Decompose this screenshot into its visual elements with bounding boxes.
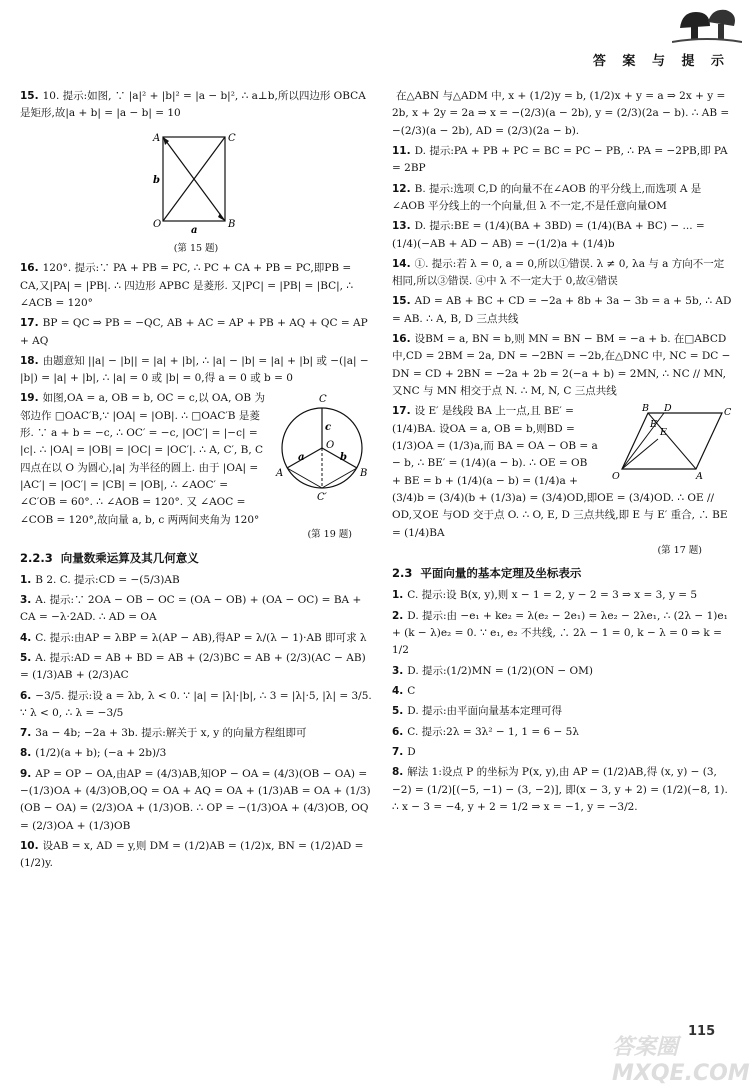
fig19-label-O: O	[326, 440, 335, 452]
watermark-logo: 答案圈 MXQE.COM	[612, 1035, 750, 1086]
answer-item: 1. B 2. C. 提示:CD = −(5/3)AB	[20, 573, 180, 586]
right-column	[392, 88, 732, 819]
answer-item: 13. D. 提示:BE = (1/4)(BA + 3BD) = (1/4)(BA + BC) − ... = (1/4)(−AB + AD − AB) = −(1/2)a + (1/4)b	[392, 220, 705, 250]
fig15-label-B: B	[228, 218, 236, 230]
answer-item: 12. B. 提示:选项 C,D 的向量不在∠AOB 的平分线上,而选项 A 是∠AOB 平分线上的一个向量,但 λ 不一定,不是任意向量OM	[392, 182, 702, 212]
answer-item: 8. (1/2)(a + b); (−a + 2b)/3	[20, 747, 167, 760]
answer-item: 10. 设AB = x, AD = y,则 DM = (1/2)AB = (1/2)x, BN = (1/2)AD = (1/2)y.	[20, 840, 364, 870]
answer-item: 15. 10. 提示:如图, ∵ |a|² + |b|² = |a − b|², ∴ a⊥b,所以四边形 OBCA 是矩形,故|a + b| = |a − b| = 10	[20, 90, 366, 120]
answer-item: 11. D. 提示:PA + PB + PC = BC = PC − PB, ∴ PA = −2PB,即 PA = 2BP	[392, 144, 728, 175]
answer-item: 9. AP = OP − OA,由AP = (4/3)AB,知OP − OA = (4/3)(OB − OA) = −(1/3)OA + (4/3)OB,OQ = OA + AQ = OA + (1/3)AB = OA + (1/3)(OB − OA) = (2/3)OA + (1/3)OB. ∴ OP = −(1/3)OA + (4/3)OB, OQ = (2/3)OA + (1/3)OB	[20, 767, 371, 832]
page-header-title: 答 案 与 提 示	[592, 54, 730, 69]
answer-item: 7. D	[392, 745, 416, 758]
section-heading-2-2-3: 2.2.3 向量数乘运算及其几何意义	[20, 550, 199, 565]
answer-item: 7. 3a − 4b; −2a + 3b. 提示:解关于 x, y 的向量方程组即可	[20, 727, 307, 740]
page-number: 115	[688, 1024, 716, 1039]
answer-item: 5. D. 提示:由平面向量基本定理可得	[392, 705, 563, 718]
figure-19-caption: (第 19 题)	[307, 528, 352, 540]
fig17-label-O: O	[612, 471, 620, 483]
fig17-label-E: E	[660, 427, 667, 439]
answer-item: C c O a b A B C′ 19. 如图,OA = a, OB = b, OC = c,以 OA, OB 为邻边作 □OAC′B,∵ |OA| = |OB|. ∴ □OAC′B 是菱形. ∵ a + b = −c, ∴ OC′ = −c, |OC′| = |−c| = |c|. ∴ |OA| = |OB| = |OC| = |OC′|. ∴ A, C′, B, C 四点在以 O 为圆心,|a| 为半径的圆上. 由于 |OA| = |AC′| = |OC′| = |CB| = |OB|, ∴ ∠AOC′ = ∠C′OB = 60°. ∴ ∠AOB = 120°. 又 ∠AOC = ∠COB = 120°,故向量 a, b, c 两两间夹角为 120° (第 19 题)	[20, 390, 372, 542]
fig19-label-C: C	[319, 394, 327, 406]
answer-item: 1. C. 提示:设 B(x, y),则 x − 1 = 2, y − 2 = 3 ⇒ x = 3, y = 5	[392, 589, 698, 602]
fig17-label-A: A	[696, 471, 703, 483]
answer-item: 2. D. 提示:由 −e₁ + ke₂ = λ(e₂ − 2e₁) = λe₂ − 2λe₁, ∴ (2λ − 1)e₁ + (k − λ)e₂ = 0. ∵ e₁, e₂ 不共线, ∴ 2λ − 1 = 0, k − λ = 0 ⇒ k = 1/2	[392, 609, 728, 657]
fig15-label-b: b	[153, 174, 160, 186]
answer-item: 在△ABN 与△ADM 中, x + (1/2)y = b, (1/2)x + y = a ⇒ 2x + y = 2b, x + 2y = 2a ⇒ x = −(2/3)(a − 2b), y = (2/3)(2a − b). ∴ AB = −(2/3)(a − 2b), AD = (2/3)(2a − b).	[392, 90, 730, 137]
answer-item: 4. C	[392, 685, 416, 698]
answer-item: 16. 120°. 提示:∵ PA + PB = PC, ∴ PC + CA + PB = PC,即PB = CA,又|PA| = |PB|. ∴ 四边形 APBC 是菱形. 又|PC| = |PB| = |BC|, ∴ ∠ACB = 120°	[20, 262, 354, 309]
answer-item: 17. BP = QC ⇒ PB = −QC, AB + AC = AP + PB + AQ + QC = AP + AQ	[20, 317, 368, 347]
answer-item: 18. 由题意知 ||a| − |b|| = |a| + |b|, ∴ |a| − |b| = |a| + |b| 或 −(|a| − |b|) = |a| + |b|, ∴ |a| = 0 或 |b| = 0,得 a = 0 或 b = 0	[20, 354, 369, 385]
fig15-label-A: A	[153, 132, 161, 144]
fig17-label-D: D	[664, 403, 672, 415]
fig15-label-O: O	[153, 218, 162, 230]
fig17-label-Eprime: E′	[650, 419, 660, 431]
fig19-label-Cprime: C′	[317, 492, 327, 504]
fig19-label-B: B	[360, 468, 368, 480]
fig19-label-b: b	[340, 452, 347, 464]
figure-17-caption: (第 17 题)	[657, 544, 702, 556]
answer-item: 16. 设BM = a, BN = b,则 MN = BN − BM = −a + b. 在□ABCD 中,CD = 2BM = 2a, DN = −2BN = −2b,在△DNC 中, NC = DC − DN = CD + 2BN = −2a + 2b = 2(−a + b) = 2MN, ∴ NC // MN,又NC 与 MN 相交于点 N. ∴ M, N, C 三点共线	[392, 333, 731, 397]
answer-item: B D C E E′ O A 17. 设 E′ 是线段 BA 上一点,且 BE′ = (1/4)BA. 设OA = a, OB = b,则BD = (1/3)OA = (1/3)a,而 BA = OA − OB = a − b, ∴ BE′ = (1/4)(a − b). ∴ OE = OB + BE = b + (1/4)(a − b) = (1/4)a + (3/4)b = (3/4)(b + (1/3)a) = (3/4)OD,即OE = (3/4)OD. ∴ OE // OD,又OE 与OD 交于点 O. ∴ O, E, D 三点共线,即 E 与 E′ 重合, ∴ BE = (1/4)BA	[392, 403, 732, 539]
figure-15-caption: (第 15 题)	[173, 242, 219, 254]
section-heading-2-3: 2.3 平面向量的基本定理及坐标表示	[392, 566, 582, 581]
answer-item: 6. −3/5. 提示:设 a = λb, λ < 0. ∵ |a| = |λ|·|b|, ∴ 3 = |λ|·5, |λ| = 3/5. ∵ λ < 0, ∴ λ = −3/5	[20, 689, 372, 719]
fig17-label-B: B	[642, 403, 649, 415]
fig15-label-C: C	[228, 132, 236, 144]
fig17-label-C: C	[724, 407, 732, 419]
answer-item: 3. A. 提示:∵ 2OA − OB − OC = (OA − OB) + (OA − OC) = BA + CA = −λ·2AD. ∴ AD = OA	[20, 593, 362, 624]
answer-item: 15. AD = AB + BC + CD = −2a + 8b + 3a − 3b = a + 5b, ∴ AD = AB. ∴ A, B, D 三点共线	[392, 295, 732, 325]
figure-19-circle	[272, 390, 372, 508]
fig19-label-a: a	[298, 452, 305, 464]
answer-item: 8. 解法 1:设点 P 的坐标为 P(x, y),由 AP = (1/2)AB,得 (x, y) − (3, −2) = (1/2)[(−5, −1) − (3, −2)], 即(x − 3, y + 2) = (1/2)(−8, 1). ∴ x − 3 = −4, y + 2 = 1/2 ⇒ x = −1, y = −3/2.	[392, 766, 728, 813]
figure-17-parallelogram	[604, 403, 732, 483]
mushroom-decoration-icon	[672, 6, 742, 46]
fig19-label-A: A	[276, 468, 284, 480]
answer-item: 14. ①. 提示:若 λ = 0, a = 0,所以①错误. λ ≠ 0, λa 与 a 方向不一定相同,所以③错误. ④中 λ 不一定大于 0,故④错误	[392, 257, 725, 288]
fig15-label-a: a	[191, 224, 198, 236]
answer-item: 6. C. 提示:2λ = 3λ² − 1, 1 = 6 − 5λ	[392, 725, 579, 738]
answer-item: 3. D. 提示:(1/2)MN = (1/2)(ON − OM)	[392, 664, 593, 677]
figure-15-rectangle	[141, 127, 251, 239]
fig19-label-c: c	[325, 422, 332, 434]
answer-item: 4. C. 提示:由AP = λBP = λ(AP − AB),得AP = λ/(λ − 1)·AB 即可求 λ	[20, 631, 367, 644]
left-column	[20, 88, 372, 876]
answer-item: 5. A. 提示:AD = AB + BD = AB + (2/3)BC = AB + (2/3)(AC − AB) = (1/3)AB + (2/3)AC	[20, 651, 366, 682]
